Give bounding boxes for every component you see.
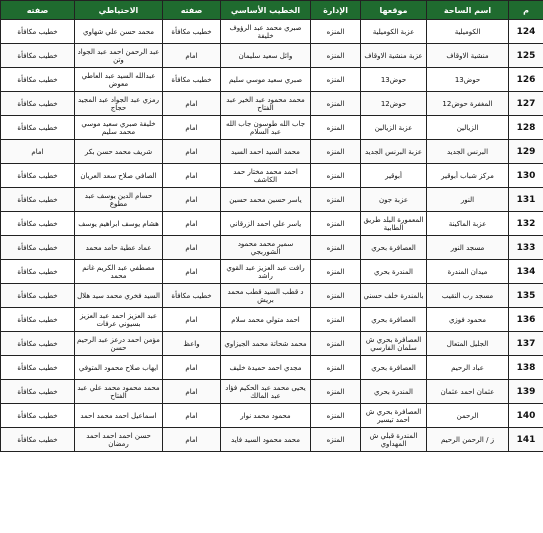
header-row <box>1 1 543 20</box>
cell-number: 132 <box>509 212 543 236</box>
cell-main-role: خطيب مكافأة <box>163 68 221 92</box>
table-row <box>1 140 543 164</box>
cell-location: عزبة الزيالين <box>361 116 427 140</box>
cell-location: عزبة جون <box>361 188 427 212</box>
cell-main-preacher: يحيى محمد عبد الحكيم فؤاد عبد المالك <box>221 380 311 404</box>
table-row <box>1 308 543 332</box>
cell-main-role: خطيب مكافأة <box>163 284 221 308</box>
cell-main-preacher: محمد محمود عبد الخير عبد الفتاح <box>221 92 311 116</box>
cell-reserve-preacher: عبد العزيز احمد عبد العزيز بسيوني عرفات <box>75 308 163 332</box>
cell-location: العصافرة بحري <box>361 308 427 332</box>
cell-location: عزبة البرنس الجديد <box>361 140 427 164</box>
cell-administration: المنزه <box>311 212 361 236</box>
cell-square-name: ميدان المندرة <box>427 260 509 284</box>
cell-square-name: الكوميلية <box>427 20 509 44</box>
cell-square-name: النور <box>427 188 509 212</box>
table-row <box>1 236 543 260</box>
cell-reserve-preacher: عماد عطية حامد محمد <box>75 236 163 260</box>
cell-location: حوض12 <box>361 92 427 116</box>
cell-main-preacher: د قطب السيد قطب محمد بريش <box>221 284 311 308</box>
cell-reserve-role: خطيب مكافأة <box>1 164 75 188</box>
table-row <box>1 332 543 356</box>
cell-number: 138 <box>509 356 543 380</box>
cell-reserve-preacher: عبد الرحمن احمد عبد الجواد وتن <box>75 44 163 68</box>
cell-location: حوض13 <box>361 68 427 92</box>
table-row <box>1 356 543 380</box>
cell-number: 127 <box>509 92 543 116</box>
cell-location: العصافرة بحري <box>361 236 427 260</box>
header-location: موقعها <box>361 1 427 20</box>
cell-administration: المنزه <box>311 164 361 188</box>
cell-reserve-role: خطيب مكافأة <box>1 92 75 116</box>
cell-main-preacher: مجدي احمد حميدة خليف <box>221 356 311 380</box>
table-row <box>1 116 543 140</box>
cell-number: 140 <box>509 404 543 428</box>
cell-main-preacher: احمد متولي محمد سلام <box>221 308 311 332</box>
cell-main-preacher: ياسر حسين محمد حسين <box>221 188 311 212</box>
cell-number: 139 <box>509 380 543 404</box>
cell-location: عزبة منشية الاوقاف <box>361 44 427 68</box>
header-main-preacher: الخطيب الأساسي <box>221 1 311 20</box>
cell-administration: المنزه <box>311 188 361 212</box>
cell-square-name: الرحمن <box>427 404 509 428</box>
cell-main-preacher: وائل سعيد سليمان <box>221 44 311 68</box>
cell-main-preacher: محمد محمود السيد فايد <box>221 428 311 452</box>
cell-reserve-preacher: هشام يوسف ابراهيم يوسف <box>75 212 163 236</box>
cell-main-role: امام <box>163 380 221 404</box>
cell-reserve-preacher: الصافي صلاح سعد العريان <box>75 164 163 188</box>
cell-administration: المنزه <box>311 44 361 68</box>
cell-main-role: امام <box>163 260 221 284</box>
table-row <box>1 404 543 428</box>
cell-reserve-role: خطيب مكافأة <box>1 68 75 92</box>
cell-main-role: امام <box>163 308 221 332</box>
cell-reserve-role: خطيب مكافأة <box>1 116 75 140</box>
cell-location: بالمندرة خلف حسني <box>361 284 427 308</box>
cell-reserve-preacher: السيد فخري محمد سيد هلال <box>75 284 163 308</box>
cell-number: 126 <box>509 68 543 92</box>
cell-main-role: امام <box>163 212 221 236</box>
cell-main-role: امام <box>163 140 221 164</box>
cell-square-name: مسجد رب النقيب <box>427 284 509 308</box>
cell-main-role: خطيب مكافأة <box>163 20 221 44</box>
cell-number: 131 <box>509 188 543 212</box>
cell-main-preacher: صبري سعيد موسي سليم <box>221 68 311 92</box>
cell-square-name: البرنس الجديد <box>427 140 509 164</box>
cell-number: 129 <box>509 140 543 164</box>
cell-reserve-preacher: حسام الدين يوسف عبد مطوع <box>75 188 163 212</box>
cell-reserve-preacher: خليفة صبري سعيد موسي محمد سليم <box>75 116 163 140</box>
cell-reserve-role: خطيب مكافأة <box>1 284 75 308</box>
cell-main-role: امام <box>163 116 221 140</box>
table-row <box>1 260 543 284</box>
cell-reserve-role: خطيب مكافأة <box>1 428 75 452</box>
cell-square-name: منشية الاوقاف <box>427 44 509 68</box>
cell-reserve-role: خطيب مكافأة <box>1 308 75 332</box>
cell-number: 141 <box>509 428 543 452</box>
cell-main-role: امام <box>163 428 221 452</box>
cell-reserve-preacher: شريف محمد حسن بكر <box>75 140 163 164</box>
cell-administration: المنزه <box>311 68 361 92</box>
cell-reserve-preacher: محمد محمود محمد علي عبد الفتاح <box>75 380 163 404</box>
table-row <box>1 284 543 308</box>
cell-administration: المنزه <box>311 356 361 380</box>
cell-reserve-preacher: ايهاب صلاح محمود المتوفي <box>75 356 163 380</box>
cell-reserve-preacher: محمد حسن علي شهاوي <box>75 20 163 44</box>
cell-administration: المنزه <box>311 20 361 44</box>
cell-administration: المنزه <box>311 308 361 332</box>
table-row <box>1 188 543 212</box>
cell-administration: المنزه <box>311 332 361 356</box>
cell-main-role: امام <box>163 164 221 188</box>
cell-administration: المنزه <box>311 428 361 452</box>
cell-administration: المنزه <box>311 140 361 164</box>
cell-reserve-preacher: مصطفي عبد الكريم غانم محمد <box>75 260 163 284</box>
cell-reserve-preacher: اسماعيل احمد محمد احمد <box>75 404 163 428</box>
cell-number: 124 <box>509 20 543 44</box>
cell-number: 135 <box>509 284 543 308</box>
cell-square-name: مركز شباب أبوقير <box>427 164 509 188</box>
cell-number: 125 <box>509 44 543 68</box>
cell-main-role: امام <box>163 404 221 428</box>
cell-square-name: عباد الرحيم <box>427 356 509 380</box>
cell-administration: المنزه <box>311 260 361 284</box>
cell-main-role: امام <box>163 92 221 116</box>
cell-reserve-role: خطيب مكافأة <box>1 236 75 260</box>
cell-main-role: امام <box>163 236 221 260</box>
cell-number: 134 <box>509 260 543 284</box>
table-row <box>1 212 543 236</box>
table-row <box>1 44 543 68</box>
cell-administration: المنزه <box>311 116 361 140</box>
cell-administration: المنزه <box>311 236 361 260</box>
cell-location: العصافرة بحري ش سلمان الفارسي <box>361 332 427 356</box>
cell-reserve-role: خطيب مكافأة <box>1 404 75 428</box>
header-main-role: صفته <box>163 1 221 20</box>
cell-main-preacher: محمد السيد احمد السيد <box>221 140 311 164</box>
cell-location: المعمورة البلد طريق الطابية <box>361 212 427 236</box>
header-administration: الإدارة <box>311 1 361 20</box>
cell-number: 133 <box>509 236 543 260</box>
cell-main-preacher: جاب الله طوسون جاب الله عبد السلام <box>221 116 311 140</box>
cell-number: 137 <box>509 332 543 356</box>
cell-square-name: المغفرة حوض12 <box>427 92 509 116</box>
cell-square-name: محمود فوزي <box>427 308 509 332</box>
cell-reserve-preacher: حسن احمد احمد احمد رمضان <box>75 428 163 452</box>
cell-main-preacher: محمود محمد نوار <box>221 404 311 428</box>
cell-main-preacher: سمير محمد محمود الشوربجي <box>221 236 311 260</box>
cell-reserve-role: خطيب مكافأة <box>1 20 75 44</box>
cell-administration: المنزه <box>311 380 361 404</box>
cell-reserve-role: خطيب مكافأة <box>1 212 75 236</box>
table-row <box>1 164 543 188</box>
cell-administration: المنزه <box>311 92 361 116</box>
cell-location: المندرة بحري <box>361 260 427 284</box>
cell-main-preacher: رافت عبد العزيز عبد القوي راشد <box>221 260 311 284</box>
cell-reserve-role: خطيب مكافأة <box>1 44 75 68</box>
cell-administration: المنزه <box>311 284 361 308</box>
header-number: م <box>509 1 543 20</box>
table-row <box>1 428 543 452</box>
cell-main-preacher: ياسر علي احمد الزرقاني <box>221 212 311 236</box>
cell-square-name: عزبة الماكينة <box>427 212 509 236</box>
table-row <box>1 380 543 404</box>
cell-reserve-role: خطيب مكافأة <box>1 260 75 284</box>
cell-main-role: امام <box>163 44 221 68</box>
cell-reserve-role: خطيب مكافأة <box>1 188 75 212</box>
table-row <box>1 92 543 116</box>
header-reserve-preacher: الاحتياطي <box>75 1 163 20</box>
table-row <box>1 68 543 92</box>
header-reserve-role: صفته <box>1 1 75 20</box>
cell-location: عزبة الكوميلية <box>361 20 427 44</box>
cell-square-name: ز / الرحمن الرحيم <box>427 428 509 452</box>
cell-main-preacher: احمد محمد مختار حمد الكاشف <box>221 164 311 188</box>
cell-location: العصافرة بحري <box>361 356 427 380</box>
cell-reserve-preacher: مؤمن احمد درعز عبد الرحيم حسن <box>75 332 163 356</box>
cell-administration: المنزه <box>311 404 361 428</box>
cell-reserve-role: خطيب مكافأة <box>1 332 75 356</box>
cell-main-preacher: محمد شحاتة محمد الجيزاوي <box>221 332 311 356</box>
cell-square-name: الجليل المتعال <box>427 332 509 356</box>
cell-reserve-role: امام <box>1 140 75 164</box>
cell-location: أبوقير <box>361 164 427 188</box>
cell-main-role: امام <box>163 356 221 380</box>
cell-main-preacher: صبري محمد عبد الرؤوف خليفة <box>221 20 311 44</box>
cell-reserve-role: خطيب مكافأة <box>1 380 75 404</box>
cell-reserve-preacher: رمزي عبد الجواد عبد المجيد حجاج <box>75 92 163 116</box>
cell-main-role: امام <box>163 188 221 212</box>
cell-square-name: مسجد النور <box>427 236 509 260</box>
cell-main-role: واعظ <box>163 332 221 356</box>
header-square-name: اسم الساحة <box>427 1 509 20</box>
cell-square-name: عثمان احمد عثمان <box>427 380 509 404</box>
cell-location: المندرة بحري <box>361 380 427 404</box>
cell-square-name: حوض13 <box>427 68 509 92</box>
cell-square-name: الزيالين <box>427 116 509 140</box>
cell-reserve-preacher: عبدالله السيد عبد العاطي معوض <box>75 68 163 92</box>
cell-number: 136 <box>509 308 543 332</box>
table-row <box>1 20 543 44</box>
cell-location: العصافرة بحري ش احمد تيسير <box>361 404 427 428</box>
cell-location: المندرة قبلي ش المهداوي <box>361 428 427 452</box>
cell-number: 130 <box>509 164 543 188</box>
cell-reserve-role: خطيب مكافأة <box>1 356 75 380</box>
cell-number: 128 <box>509 116 543 140</box>
